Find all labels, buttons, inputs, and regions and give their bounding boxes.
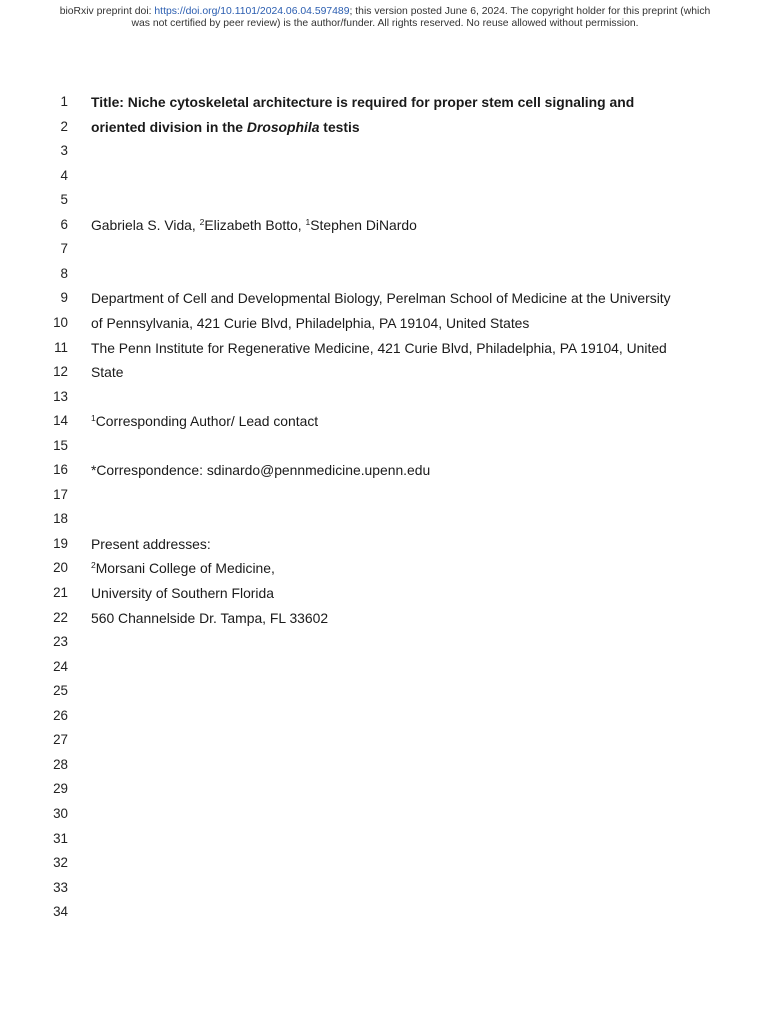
line-13 [0, 385, 770, 409]
line-21 [0, 581, 770, 605]
line-15 [0, 434, 770, 458]
line-number: 17 [53, 486, 68, 502]
line-27 [0, 728, 770, 752]
line-11 [0, 336, 770, 360]
affiliation-line: Department of Cell and Developmental Biology, Perelman School of Medicine at the University [91, 290, 671, 307]
line-34 [0, 900, 770, 924]
line-32 [0, 851, 770, 875]
line-number: 3 [60, 143, 68, 159]
line-10 [0, 311, 770, 335]
line-number: 31 [53, 830, 68, 846]
line-number: 33 [53, 879, 68, 895]
line-18 [0, 507, 770, 531]
affiliation-line: The Penn Institute for Regenerative Medicine, 421 Curie Blvd, Philadelphia, PA 19104, United [91, 339, 667, 356]
line-number: 15 [53, 437, 68, 453]
line-number: 9 [60, 290, 68, 306]
line-9 [0, 286, 770, 310]
line-number: 8 [60, 265, 68, 281]
line-6 [0, 213, 770, 237]
line-23 [0, 630, 770, 654]
line-number: 23 [53, 634, 68, 650]
author-list: Gabriela S. Vida, $^2$Elizabeth Botto, $^1$Stephen DiNardo [91, 216, 417, 233]
line-28 [0, 753, 770, 777]
line-number: 32 [53, 855, 68, 871]
line-33 [0, 876, 770, 900]
doi-link[interactable]: https://doi.org/10.1101/2024.06.04.597489 [154, 6, 350, 17]
line-16 [0, 458, 770, 482]
line-14 [0, 409, 770, 433]
line-5 [0, 188, 770, 212]
present-address-line: 560 Channelside Dr. Tampa, FL 33602 [91, 609, 329, 626]
line-number: 2 [60, 118, 68, 134]
line-1 [0, 90, 770, 114]
line-number: 5 [60, 192, 68, 208]
present-address-line: University of Southern Florida [91, 585, 274, 601]
line-number: 7 [60, 241, 68, 257]
line-19 [0, 532, 770, 556]
line-number: 6 [60, 216, 68, 232]
line-number: 24 [53, 658, 68, 674]
line-number: 22 [53, 609, 68, 625]
line-4 [0, 164, 770, 188]
line-17 [0, 483, 770, 507]
line-number: 16 [53, 462, 68, 478]
line-number: 30 [53, 805, 68, 821]
line-number: 1 [60, 94, 68, 109]
present-address-line: $^2$Morsani College of Medicine, [91, 560, 275, 577]
preprint-notice-line-2: was not certified by peer review) is the author/funder. All rights reserved. No reuse allowed without permission. [131, 17, 639, 29]
line-25 [0, 679, 770, 703]
line-30 [0, 802, 770, 826]
line-29 [0, 777, 770, 801]
line-number: 13 [53, 388, 68, 404]
line-number: 34 [53, 904, 68, 920]
line-number: 21 [53, 585, 68, 600]
title-line-1: Title: Niche cytoskeletal architecture is required for proper stem cell signaling and [91, 94, 635, 110]
line-7 [0, 237, 770, 261]
line-number: 11 [54, 339, 68, 355]
line-number: 28 [53, 756, 68, 772]
line-number: 29 [53, 781, 68, 797]
line-20 [0, 556, 770, 580]
title-italic-species: Drosophila [246, 118, 320, 135]
present-addresses-heading: Present addresses: [91, 535, 211, 552]
corresponding-author-note: $^1$Corresponding Author/ Lead contact [91, 413, 319, 430]
line-number: 20 [53, 560, 68, 576]
line-26 [0, 704, 770, 728]
line-number: 14 [53, 413, 68, 429]
line-number: 26 [53, 707, 68, 723]
line-number: 18 [53, 511, 68, 527]
line-24 [0, 655, 770, 679]
line-22 [0, 606, 770, 630]
line-number: 19 [53, 535, 68, 551]
title-line-2: oriented division in the Drosophila testis [91, 118, 360, 135]
line-number: 4 [60, 167, 68, 183]
line-3 [0, 139, 770, 163]
correspondence-email: *Correspondence: sdinardo@pennmedicine.upenn.edu [91, 462, 431, 479]
line-number: 12 [53, 364, 68, 380]
line-31 [0, 827, 770, 851]
preprint-notice [0, 6, 770, 29]
line-number: 10 [53, 314, 68, 330]
line-number: 25 [53, 683, 68, 699]
affiliation-line: of Pennsylvania, 421 Curie Blvd, Philadelphia, PA 19104, United States [91, 314, 530, 331]
line-2 [0, 115, 770, 139]
affiliation-line: State [91, 364, 124, 381]
preprint-notice-line-1: bioRxiv preprint doi: https://doi.org/10.1101/2024.06.04.597489; this version posted June 6, 2024. The copyright holder for this preprint (which [59, 6, 711, 17]
line-12 [0, 360, 770, 384]
line-8 [0, 262, 770, 286]
line-number: 27 [53, 732, 68, 748]
